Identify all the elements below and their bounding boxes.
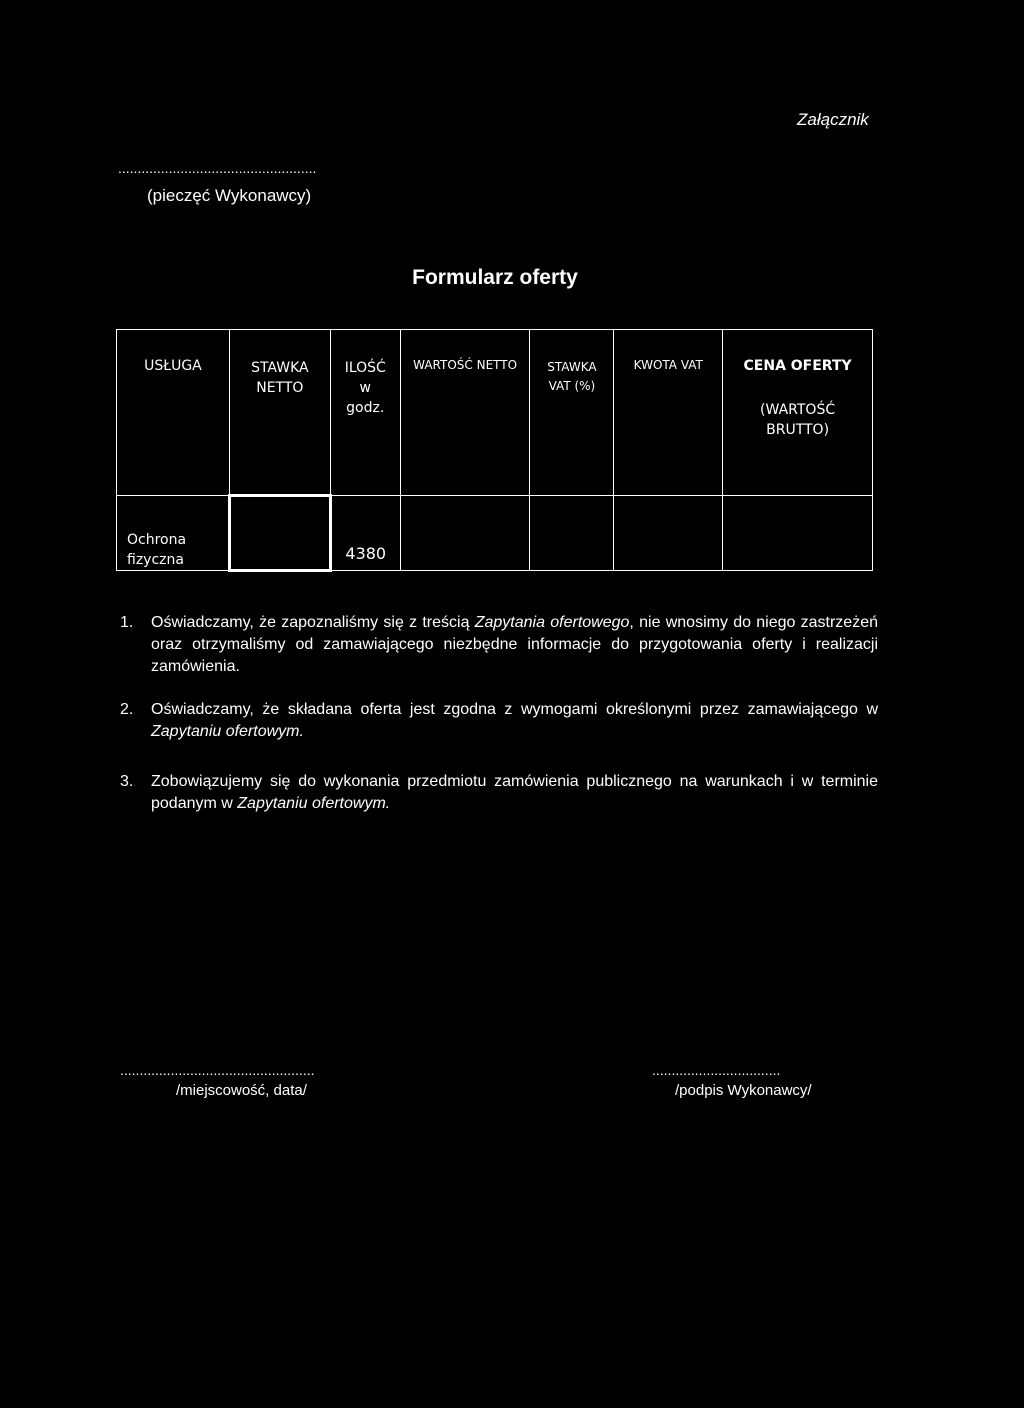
declaration-text-part: Oświadczamy, że zapoznaliśmy się z treścią xyxy=(151,614,475,631)
declaration-number: 3. xyxy=(120,773,134,790)
declaration-text xyxy=(151,699,878,743)
cell-value-net[interactable] xyxy=(400,496,530,571)
header-vat-rate xyxy=(530,330,614,496)
page-title: Formularz oferty xyxy=(412,266,578,289)
cell-qty: 4380 xyxy=(330,496,400,571)
declaration-italic: Zapytaniu ofertowym. xyxy=(237,795,391,812)
header-qty-line1: ILOŚĆ xyxy=(344,360,386,376)
header-offer-price-sub-line2: BRUTTO) xyxy=(766,422,830,438)
cell-service xyxy=(117,496,230,571)
declaration-text-part: Oświadczamy, że składana oferta jest zgodna z wymogami określonymi przez zamawiającego w xyxy=(151,701,878,718)
header-qty xyxy=(330,330,400,496)
header-vat-amount: KWOTA VAT xyxy=(614,330,723,496)
signature-label: /podpis Wykonawcy/ xyxy=(675,1082,812,1099)
declaration-text-part: Zobowiązujemy się do wykonania przedmiotu zamówienia publicznego na warunkach i w terminie podanym w xyxy=(151,773,878,812)
header-vat-rate-line2: VAT (%) xyxy=(548,379,596,393)
header-qty-line2: w xyxy=(359,380,371,396)
declaration-italic: Zapytania ofertowego xyxy=(474,614,630,631)
declaration-italic: Zapytaniu ofertowym. xyxy=(151,723,304,740)
declaration-text xyxy=(151,612,878,678)
cell-service-line1: Ochrona xyxy=(127,532,187,548)
cell-vat-amount[interactable] xyxy=(614,496,723,571)
cell-offer-price[interactable] xyxy=(723,496,873,571)
cell-rate-net[interactable] xyxy=(229,496,330,571)
place-date-dotted-line: .................................................. xyxy=(120,1062,315,1078)
header-offer-price-sub-line1: (WARTOŚĆ xyxy=(760,402,836,418)
place-date-label: /miejscowość, data/ xyxy=(176,1082,307,1099)
declaration-number: 1. xyxy=(120,614,134,631)
offer-table xyxy=(116,329,873,572)
header-vat-rate-line1: STAWKA xyxy=(547,360,597,374)
declaration-text xyxy=(151,771,878,815)
stamp-label: (pieczęć Wykonawcy) xyxy=(147,186,312,205)
declaration-text-part: , nie wnosimy do niego zastrzeżeń oraz otrzymaliśmy od zamawiającego niezbędne informacje do przygotowania oferty i realizacji zamówienia. xyxy=(151,614,879,675)
header-offer-price xyxy=(723,330,873,496)
cell-vat-rate[interactable] xyxy=(530,496,614,571)
table-header-row xyxy=(117,330,873,496)
signature-dotted-line: ................................. xyxy=(652,1062,781,1078)
header-service: USŁUGA xyxy=(117,330,230,496)
stamp-dotted-line: ................................................... xyxy=(118,160,317,176)
table-row xyxy=(117,496,873,571)
header-rate-net-label: STAWKA NETTO xyxy=(251,360,309,396)
header-value-net: WARTOŚĆ NETTO xyxy=(400,330,530,496)
header-offer-price-sub xyxy=(723,400,872,440)
attachment-label: Załącznik xyxy=(797,110,869,129)
header-qty-line3: godz. xyxy=(346,400,385,416)
cell-service-line2: fizyczna xyxy=(127,552,184,568)
declaration-number: 2. xyxy=(120,701,134,718)
header-rate-net xyxy=(229,330,330,496)
header-offer-price-label: CENA OFERTY xyxy=(743,358,852,374)
